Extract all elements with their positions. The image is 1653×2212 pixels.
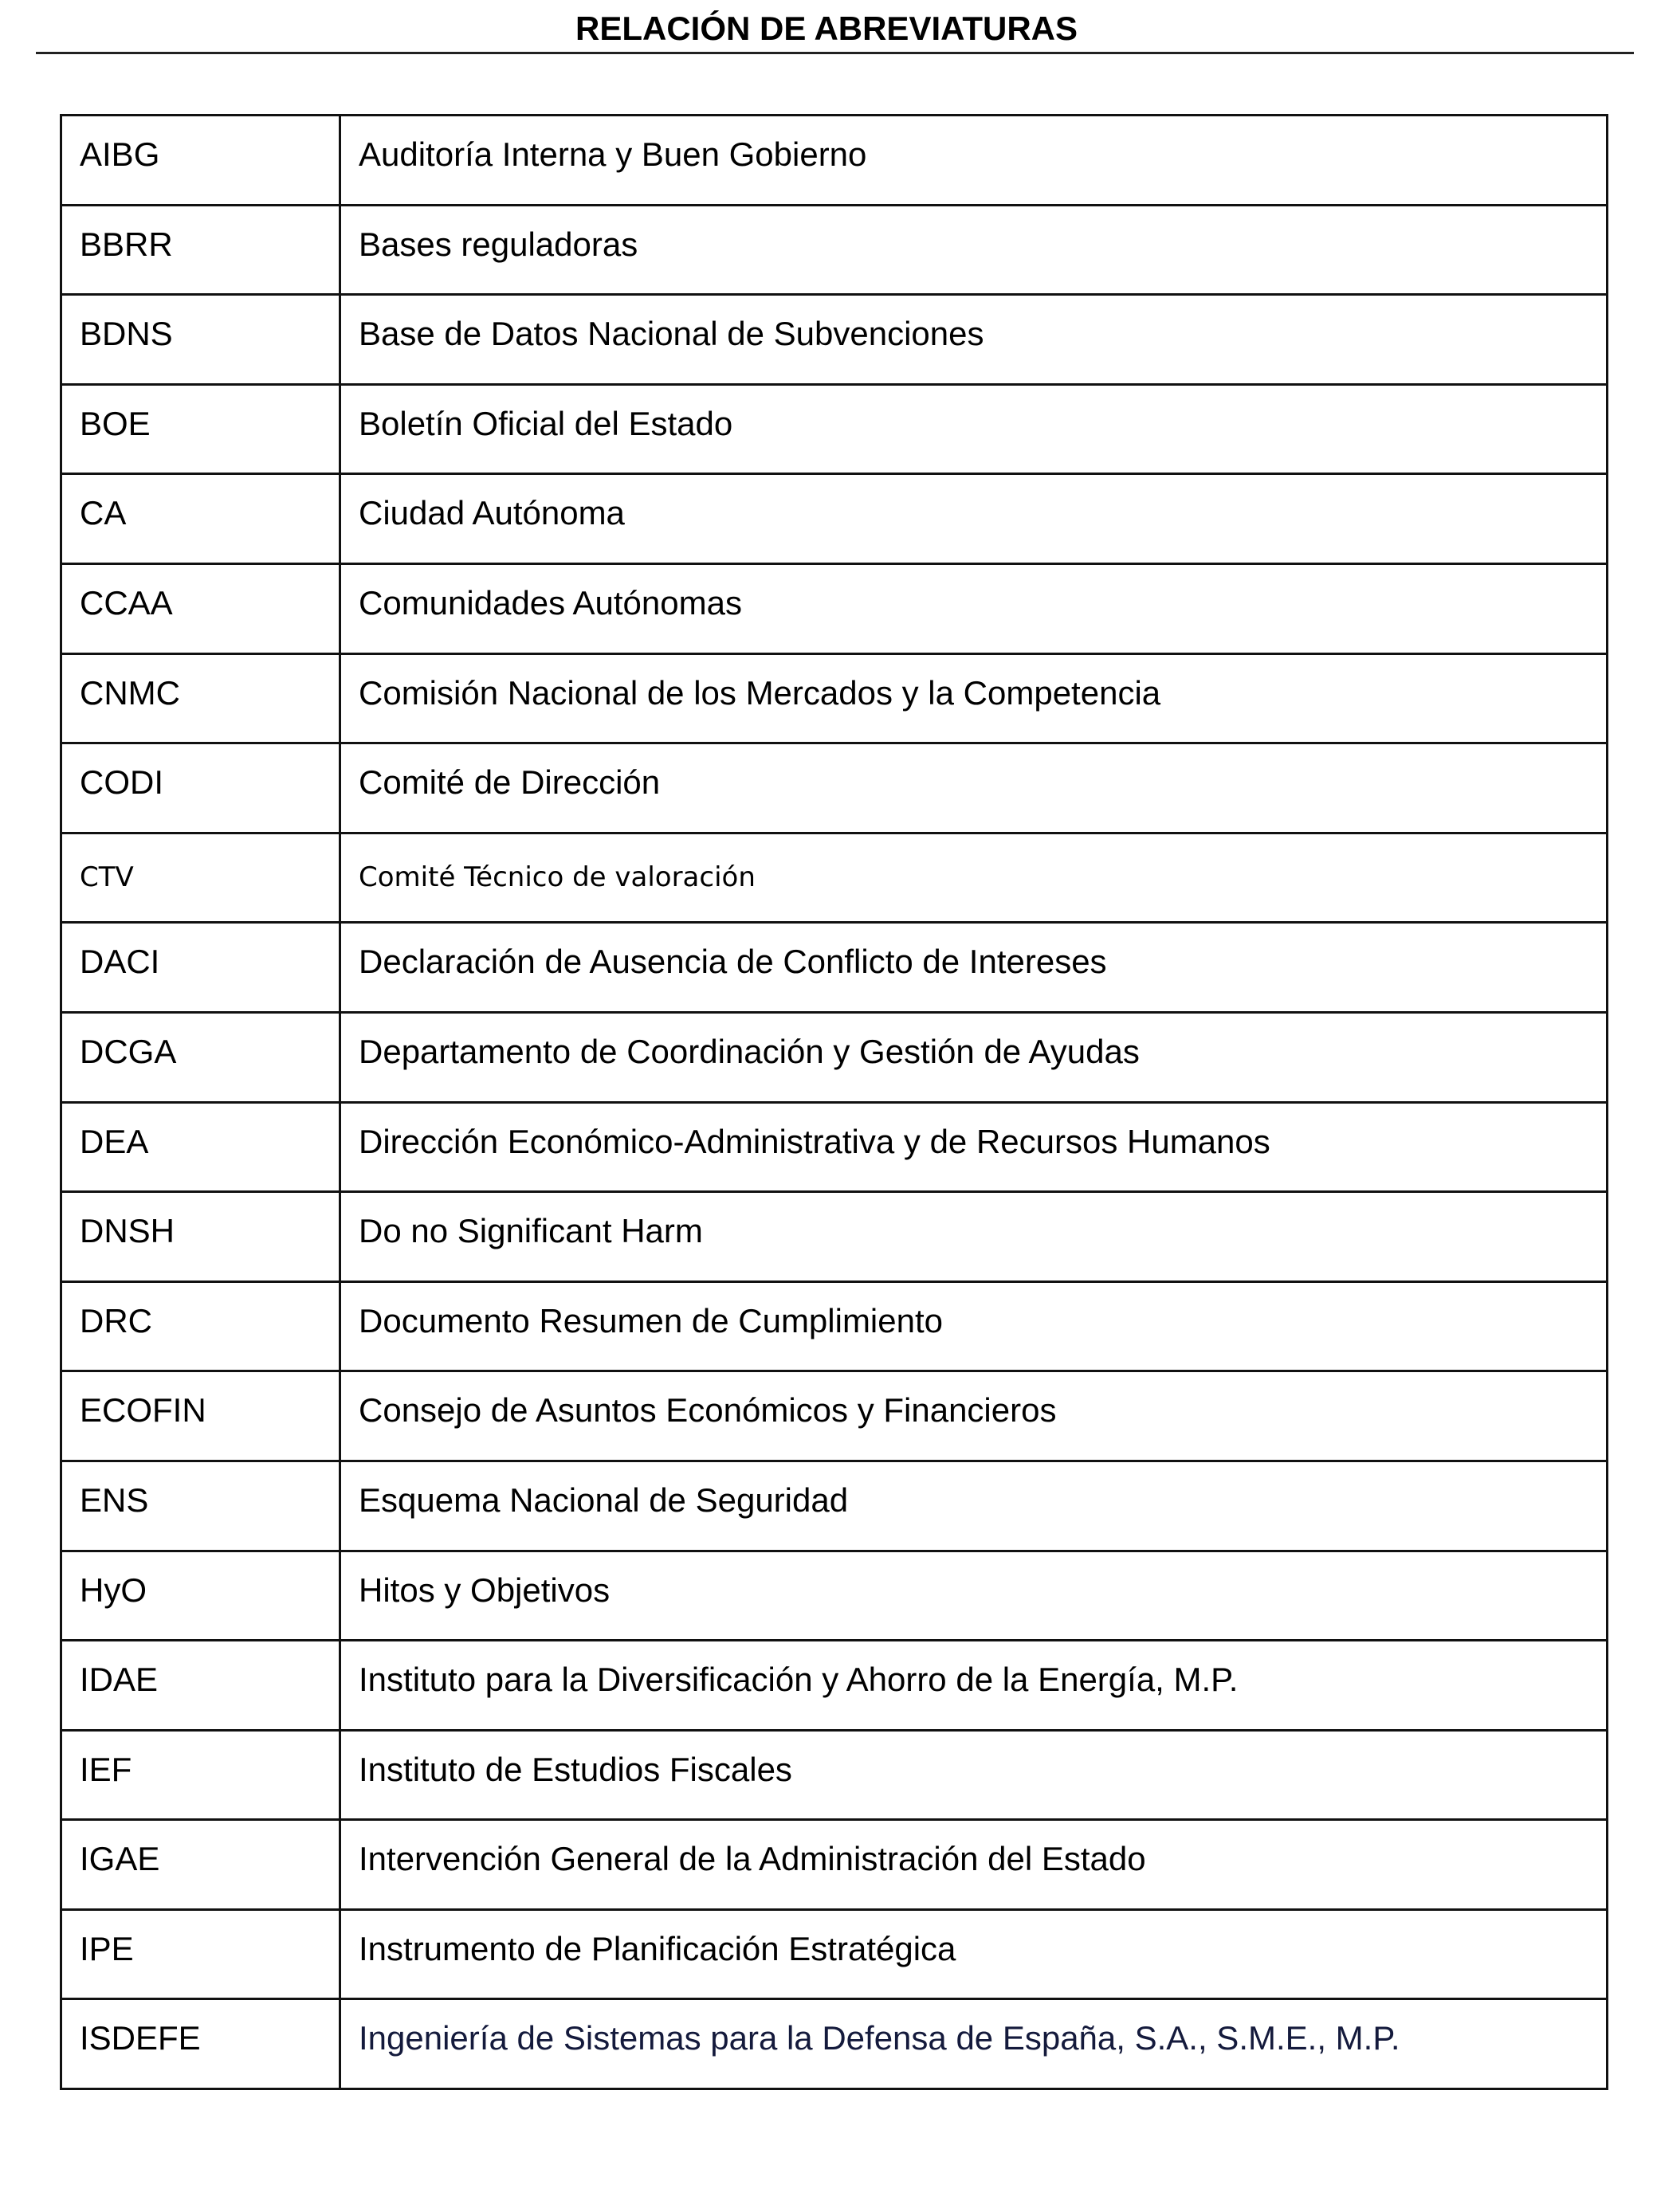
definition-cell: Esquema Nacional de Seguridad xyxy=(340,1461,1608,1551)
abbreviation-cell: IEF xyxy=(61,1730,340,1820)
table-row xyxy=(61,923,1608,1013)
table-row xyxy=(61,1012,1608,1102)
definition-cell: Hitos y Objetivos xyxy=(340,1551,1608,1641)
definition-cell: Ingeniería de Sistemas para la Defensa de España, S.A., S.M.E., M.P. xyxy=(340,1999,1608,2089)
abbreviation-cell: BBRR xyxy=(61,205,340,295)
definition-cell: Intervención General de la Administración del Estado xyxy=(340,1820,1608,1910)
definition-cell: Do no Significant Harm xyxy=(340,1192,1608,1282)
abbreviation-cell: CCAA xyxy=(61,563,340,653)
table-row xyxy=(61,474,1608,564)
table-row xyxy=(61,563,1608,653)
abbreviation-cell: IPE xyxy=(61,1909,340,1999)
abbreviation-cell: CA xyxy=(61,474,340,564)
definition-cell: Consejo de Asuntos Económicos y Financieros xyxy=(340,1371,1608,1461)
definition-cell: Base de Datos Nacional de Subvenciones xyxy=(340,295,1608,385)
table-row xyxy=(61,1102,1608,1192)
definition-cell: Instrumento de Planificación Estratégica xyxy=(340,1909,1608,1999)
table-row xyxy=(61,1281,1608,1371)
table-row xyxy=(61,653,1608,743)
definition-cell: Instituto de Estudios Fiscales xyxy=(340,1730,1608,1820)
abbreviation-cell: IDAE xyxy=(61,1641,340,1731)
abbreviation-cell: BDNS xyxy=(61,295,340,385)
abbreviation-cell: DCGA xyxy=(61,1012,340,1102)
abbreviation-cell: ENS xyxy=(61,1461,340,1551)
table-row xyxy=(61,1192,1608,1282)
abbreviation-cell: DRC xyxy=(61,1281,340,1371)
definition-cell: Ciudad Autónoma xyxy=(340,474,1608,564)
page-title: RELACIÓN DE ABREVIATURAS xyxy=(575,10,1078,47)
definition-cell: Instituto para la Diversificación y Ahorro de la Energía, M.P. xyxy=(340,1641,1608,1731)
abbreviation-cell: CNMC xyxy=(61,653,340,743)
abbreviation-cell: DACI xyxy=(61,923,340,1013)
abbreviations-table xyxy=(60,114,1608,2090)
table-row xyxy=(61,1551,1608,1641)
table-row xyxy=(61,1999,1608,2089)
abbreviation-cell: HyO xyxy=(61,1551,340,1641)
definition-cell: Comité de Dirección xyxy=(340,743,1608,833)
abbreviation-cell: BOE xyxy=(61,384,340,474)
table-row xyxy=(61,1820,1608,1910)
definition-cell: Comisión Nacional de los Mercados y la Competencia xyxy=(340,653,1608,743)
abbreviation-cell: AIBG xyxy=(61,116,340,206)
abbreviation-cell: DEA xyxy=(61,1102,340,1192)
table-row xyxy=(61,833,1608,923)
definition-cell: Dirección Económico-Administrativa y de Recursos Humanos xyxy=(340,1102,1608,1192)
definition-cell: Bases reguladoras xyxy=(340,205,1608,295)
table-row xyxy=(61,743,1608,833)
definition-cell: Documento Resumen de Cumplimiento xyxy=(340,1281,1608,1371)
table-row xyxy=(61,1371,1608,1461)
table-row xyxy=(61,1909,1608,1999)
abbreviation-cell: CODI xyxy=(61,743,340,833)
abbreviation-cell: ISDEFE xyxy=(61,1999,340,2089)
definition-cell: Departamento de Coordinación y Gestión de Ayudas xyxy=(340,1012,1608,1102)
table-row xyxy=(61,384,1608,474)
title-divider xyxy=(36,52,1634,54)
table-row xyxy=(61,205,1608,295)
table-row xyxy=(61,1641,1608,1731)
abbreviation-cell: ECOFIN xyxy=(61,1371,340,1461)
table-row xyxy=(61,116,1608,206)
abbreviation-cell: IGAE xyxy=(61,1820,340,1910)
definition-cell: Comunidades Autónomas xyxy=(340,563,1608,653)
abbreviation-cell: CTV xyxy=(61,833,340,923)
definition-cell: Comité Técnico de valoración xyxy=(340,833,1608,923)
abbreviation-cell: DNSH xyxy=(61,1192,340,1282)
table-row xyxy=(61,1730,1608,1820)
table-row xyxy=(61,295,1608,385)
definition-cell: Declaración de Ausencia de Conflicto de Intereses xyxy=(340,923,1608,1013)
table-row xyxy=(61,1461,1608,1551)
definition-cell: Auditoría Interna y Buen Gobierno xyxy=(340,116,1608,206)
definition-cell: Boletín Oficial del Estado xyxy=(340,384,1608,474)
